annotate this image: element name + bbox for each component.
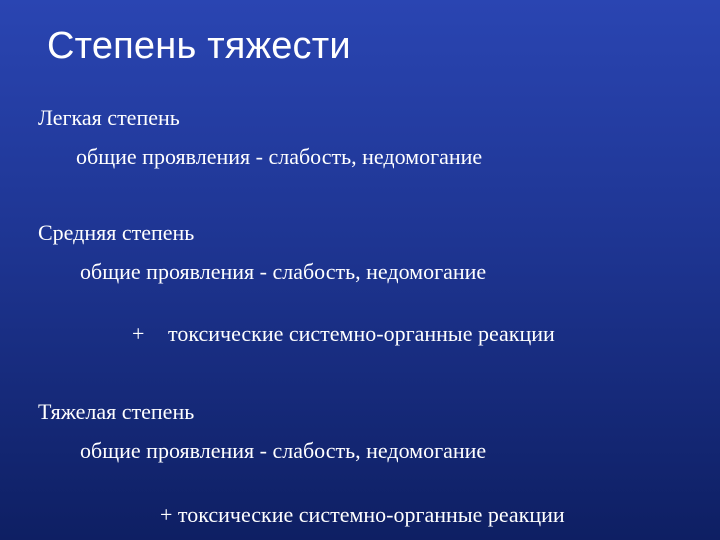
section-toxic-severe: + токсические системно-органные реакции [160,502,565,527]
section-general-mild: общие проявления - слабость, недомогание [76,144,483,169]
section-general-severe: общие проявления - слабость, недомогание [80,438,487,463]
section-heading-severe: Тяжелая степень [38,399,195,424]
section-heading-moderate: Средняя степень [38,220,195,245]
section-toxic-moderate [132,320,555,348]
toxic-reactions-text: токсические системно-органные реакции [168,321,555,346]
plus-sign: + [132,321,145,346]
slide-title: Степень тяжести [47,25,351,67]
section-general-moderate: общие проявления - слабость, недомогание [80,259,487,284]
section-heading-mild: Легкая степень [38,105,180,130]
